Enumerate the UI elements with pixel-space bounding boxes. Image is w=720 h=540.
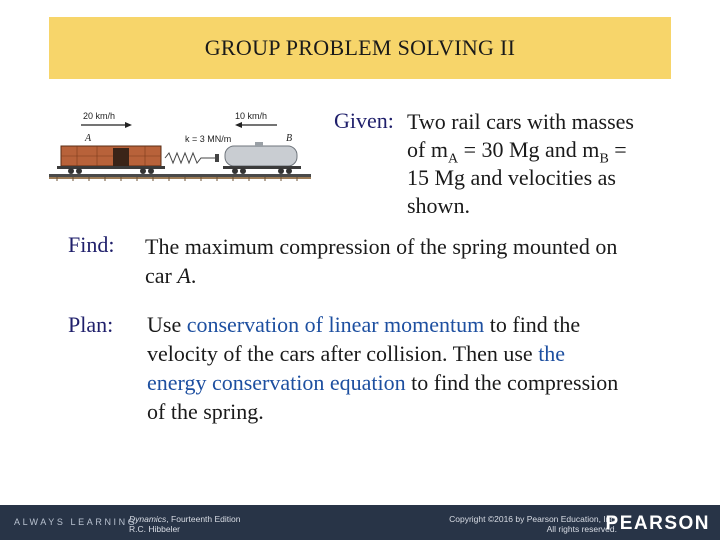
plan-line-1: Use conservation of linear momentum to find the xyxy=(147,312,581,337)
title-banner xyxy=(49,17,671,79)
speed-b-label: 10 km/h xyxy=(235,111,268,121)
wheel-icon xyxy=(286,168,292,174)
given-line-3: 15 Mg and velocities as xyxy=(407,165,616,190)
given-line-2: of $m_A = 30$ Mg and $m_B$ = xyxy=(407,137,627,167)
plan-text xyxy=(147,310,687,426)
speed-b-arrowhead xyxy=(235,122,242,128)
car-b-body xyxy=(225,146,297,166)
plan-line-2: velocity of the cars after collision. Then use the xyxy=(147,341,566,366)
speed-a-label: 20 km/h xyxy=(83,111,116,121)
find-label: Find: xyxy=(68,232,115,257)
car-a-label: A xyxy=(85,133,92,144)
pearson-logo: PEARSON xyxy=(605,513,710,534)
rail-track xyxy=(49,174,311,177)
rail-cars-figure xyxy=(47,108,313,188)
spring-constant-label: k = 3 MN/m xyxy=(185,134,232,144)
speed-a-arrowhead xyxy=(125,122,132,128)
plan-line-3: energy conservation equation to find the compression xyxy=(147,370,619,395)
given-label: Given: xyxy=(334,108,394,133)
rail-cars-illustration xyxy=(47,108,313,188)
plan-label: Plan: xyxy=(68,312,114,337)
wheel-icon xyxy=(278,168,284,174)
slide-title: GROUP PROBLEM SOLVING II xyxy=(204,35,516,60)
wheel-icon xyxy=(240,168,246,174)
book-credit: Dynamics, Fourteenth Edition R.C. Hibbeler xyxy=(129,514,241,534)
car-a-door xyxy=(113,148,129,166)
given-line-1: Two rail cars with masses xyxy=(407,109,634,134)
always-learning-tagline: ALWAYS LEARNING xyxy=(14,517,138,527)
wheel-icon xyxy=(76,168,82,174)
wheel-icon xyxy=(148,168,154,174)
find-line-1: The maximum compression of the spring mounted on xyxy=(145,234,618,259)
find-line-2: car A. xyxy=(145,263,197,288)
copyright-notice: Copyright ©2016 by Pearson Education, Inc. All rights reserved. xyxy=(449,514,617,534)
wheel-icon xyxy=(140,168,146,174)
find-text xyxy=(145,232,685,290)
car-b-label: B xyxy=(286,133,293,144)
wheel-icon xyxy=(232,168,238,174)
plan-line-4: of the spring. xyxy=(147,399,264,424)
footer-bar xyxy=(0,505,720,540)
spring-icon xyxy=(165,153,217,163)
given-line-4: shown. xyxy=(407,193,470,218)
wheel-icon xyxy=(68,168,74,174)
